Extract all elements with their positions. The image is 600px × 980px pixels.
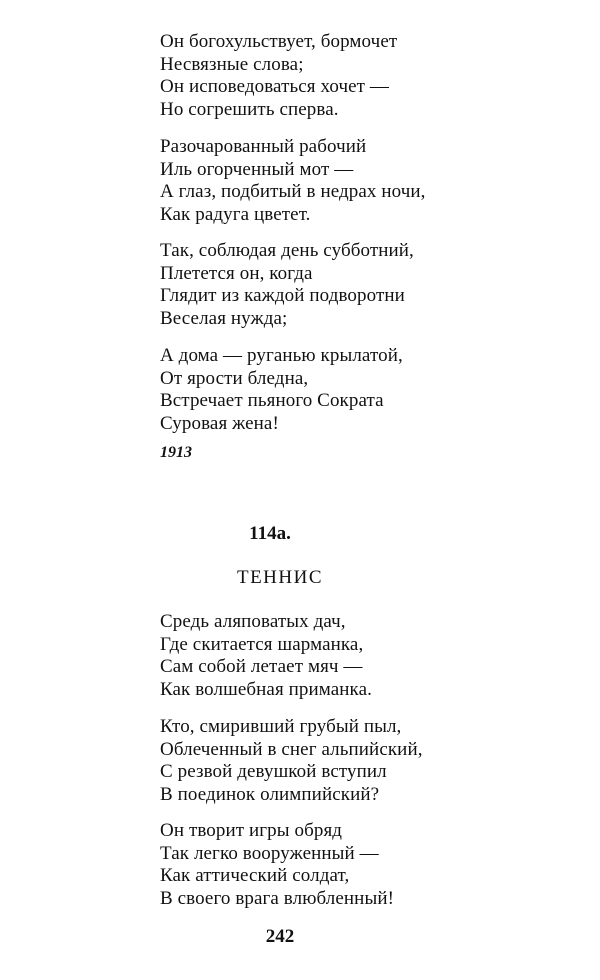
poem-line: А глаз, подбитый в недрах ночи, xyxy=(160,181,426,202)
poem-line: А дома — руганью крылатой, xyxy=(160,345,403,366)
poem-line: Он творит игры обряд xyxy=(160,820,343,841)
poem-line: Где скитается шарманка, xyxy=(160,633,364,655)
poem-line: В своего врага влюбленный! xyxy=(160,887,395,909)
poem-line: Плетется он, когда xyxy=(160,262,313,284)
poem-line: Веселая нужда; xyxy=(160,307,288,329)
poem-line: Как волшебная приманка. xyxy=(160,678,372,700)
poem-line: Иль огорченный мот — xyxy=(160,158,354,180)
poem-line: Так, соблюдая день субботний, xyxy=(160,240,414,261)
poem-line: Так легко вооруженный — xyxy=(160,842,379,864)
poem-line: Он исповедоваться хочет — xyxy=(160,76,389,97)
poem-line: Несвязные слова; xyxy=(160,53,304,75)
stanza-2 xyxy=(160,136,426,226)
poem-line: В поединок олимпийский? xyxy=(160,783,380,805)
poem-line: Суровая жена! xyxy=(160,412,279,434)
poem-line: Встречает пьяного Сократа xyxy=(160,390,384,411)
stanza-1 xyxy=(160,31,397,121)
poem-number: 114а. xyxy=(249,523,291,544)
poem-line: Сам собой летает мяч — xyxy=(160,656,363,677)
poem-line: Как радуга цветет. xyxy=(160,203,311,225)
stanza-5 xyxy=(160,611,372,701)
stanza-4 xyxy=(160,345,403,435)
poem-line: Но согрешить сперва. xyxy=(160,98,339,120)
poem-line: Облеченный в снег альпийский, xyxy=(160,738,423,760)
poem-title: ТЕННИС xyxy=(236,567,324,588)
poem-line: С резвой девушкой вступил xyxy=(160,761,387,782)
poem-line: От ярости бледна, xyxy=(160,367,309,389)
poem-line: Глядит из каждой подворотни xyxy=(160,285,405,306)
poem-line: Разочарованный рабочий xyxy=(160,136,367,157)
poem-line: Кто, смиривший грубый пыл, xyxy=(160,716,402,737)
stanza-3 xyxy=(160,240,414,330)
stanza-7 xyxy=(160,820,394,910)
poem-line: Средь аляповатых дач, xyxy=(160,611,346,632)
poem-line: Он богохульствует, бормочет xyxy=(160,31,398,52)
poem-date: 1913 xyxy=(160,444,192,461)
poem-line: Как аттический солдат, xyxy=(160,865,350,886)
page-number: 242 xyxy=(265,926,295,947)
stanza-6 xyxy=(160,716,423,806)
